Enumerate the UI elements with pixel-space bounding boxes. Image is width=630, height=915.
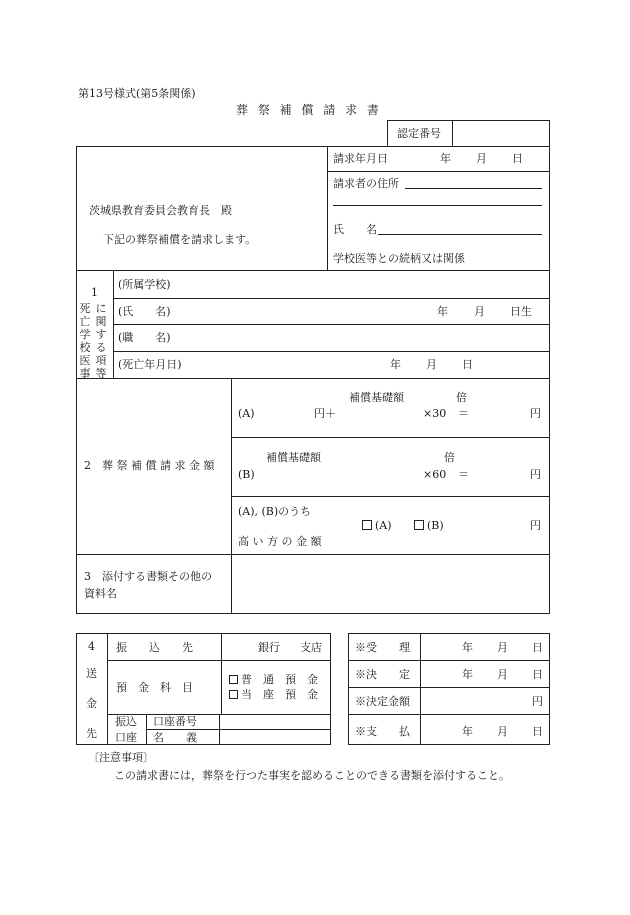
decision-year: 年 <box>462 668 473 681</box>
death-day: 日 <box>462 358 473 371</box>
section3-line1: 3 添付する書類その他の <box>84 570 212 583</box>
a-base-label: 補償基礎額 <box>349 391 404 404</box>
account-number-label: 口座番号 <box>153 715 197 728</box>
decision-amount-label: ※決定金額 <box>355 695 410 708</box>
decision-label: ※決 定 <box>355 668 410 681</box>
section1-vertical-left: 死亡学校医事 <box>79 302 91 380</box>
section1-number: 1 <box>91 286 98 299</box>
payment-day: 日 <box>532 725 543 738</box>
account-number-field[interactable] <box>220 715 330 728</box>
notes-heading: 〔注意事項〕 <box>88 751 154 764</box>
decision-day: 日 <box>532 668 543 681</box>
a-marker: (A) <box>238 407 255 420</box>
notes-text: この請求書には，葬祭を行つた事実を認めることのできる書類を添付すること。 <box>114 769 510 782</box>
c-line1: (A), (B)のうち <box>238 505 312 518</box>
transfer-vertical-2: 金 <box>86 697 97 710</box>
deceased-school-label: (所属学校) <box>118 278 171 291</box>
bank-suffix: 銀行 <box>258 641 280 654</box>
current-checkbox[interactable] <box>229 690 238 699</box>
bank-label: 振 込 先 <box>116 641 193 654</box>
payment-month: 月 <box>497 725 508 738</box>
certification-number-field[interactable] <box>453 121 549 146</box>
ordinary-checkbox[interactable] <box>229 675 238 684</box>
receipt-month: 月 <box>497 641 508 654</box>
page-title: 葬 祭 補 償 請 求 書 <box>236 103 382 117</box>
request-date-label: 請求年月日 <box>333 152 388 165</box>
transfer-number: 4 <box>88 640 95 653</box>
form-number: 第13号様式(第5条関係) <box>78 87 196 100</box>
option-b-label: (B) <box>427 519 444 532</box>
birth-year: 年 <box>437 305 448 318</box>
account-name-label: 名 義 <box>153 731 197 744</box>
receipt-year: 年 <box>462 641 473 654</box>
request-statement: 下記の葬祭補償を請求します。 <box>103 233 257 246</box>
b-times: ×60 <box>423 468 447 481</box>
current-label: 当 座 預 金 <box>241 688 318 701</box>
b-marker: (B) <box>238 468 255 481</box>
a-yen-plus: 円＋ <box>314 407 336 420</box>
death-date-label: (死亡年月日) <box>118 358 182 371</box>
transfer-vertical-1: 送 <box>86 667 97 680</box>
attachments-field[interactable] <box>232 555 549 613</box>
decision-month: 月 <box>497 668 508 681</box>
claimant-address-line-1[interactable] <box>405 188 542 189</box>
payment-label: ※支 払 <box>355 725 410 738</box>
decision-amount-yen: 円 <box>532 695 543 708</box>
option-b-checkbox[interactable] <box>414 520 424 530</box>
c-yen: 円 <box>530 519 541 532</box>
request-date-month: 月 <box>476 152 487 165</box>
claimant-address-line-2[interactable] <box>333 205 542 206</box>
claimant-address-label: 請求者の住所 <box>333 177 399 190</box>
receipt-day: 日 <box>532 641 543 654</box>
a-yen: 円 <box>530 407 541 420</box>
a-times: ×30 <box>423 407 447 420</box>
ordinary-label: 普 通 預 金 <box>241 673 318 686</box>
death-month: 月 <box>426 358 437 371</box>
b-yen: 円 <box>530 468 541 481</box>
account-name-field[interactable] <box>220 730 330 744</box>
c-line2: 高 い 方 の 金 額 <box>238 535 322 548</box>
birth-day-suffix: 日生 <box>510 305 532 318</box>
relation-label: 学校医等との続柄又は関係 <box>333 252 465 265</box>
section2-label: 2 葬 祭 補 償 請 求 金 額 <box>84 459 215 472</box>
section1-vertical-right: に関する項等 <box>95 302 107 380</box>
option-a-label: (A) <box>375 519 392 532</box>
account-type-label: 預 金 科 目 <box>116 681 193 694</box>
claimant-name-line[interactable] <box>378 234 542 235</box>
section3-line2: 資料名 <box>84 587 117 600</box>
death-year: 年 <box>390 358 401 371</box>
request-date-year: 年 <box>440 152 451 165</box>
payment-year: 年 <box>462 725 473 738</box>
option-a-checkbox[interactable] <box>362 520 372 530</box>
b-base-label: 補償基礎額 <box>266 451 321 464</box>
request-date-day: 日 <box>512 152 523 165</box>
account-group-label-1: 振込 <box>115 715 137 728</box>
certification-number-label: 認定番号 <box>397 127 441 140</box>
branch-suffix: 支店 <box>300 641 322 654</box>
deceased-post-label: (職 名) <box>118 331 171 344</box>
transfer-vertical-3: 先 <box>86 727 97 740</box>
b-bai: 倍 <box>444 451 455 464</box>
b-equals: ＝ <box>458 468 469 481</box>
deceased-name-label: (氏 名) <box>118 305 171 318</box>
birth-month: 月 <box>474 305 485 318</box>
a-equals: ＝ <box>458 407 469 420</box>
account-group-label-2: 口座 <box>115 731 137 744</box>
receipt-label: ※受 理 <box>355 641 410 654</box>
addressee: 茨城県教育委員会教育長 殿 <box>89 204 232 217</box>
a-bai: 倍 <box>456 391 467 404</box>
claimant-name-label: 氏 名 <box>333 223 377 236</box>
